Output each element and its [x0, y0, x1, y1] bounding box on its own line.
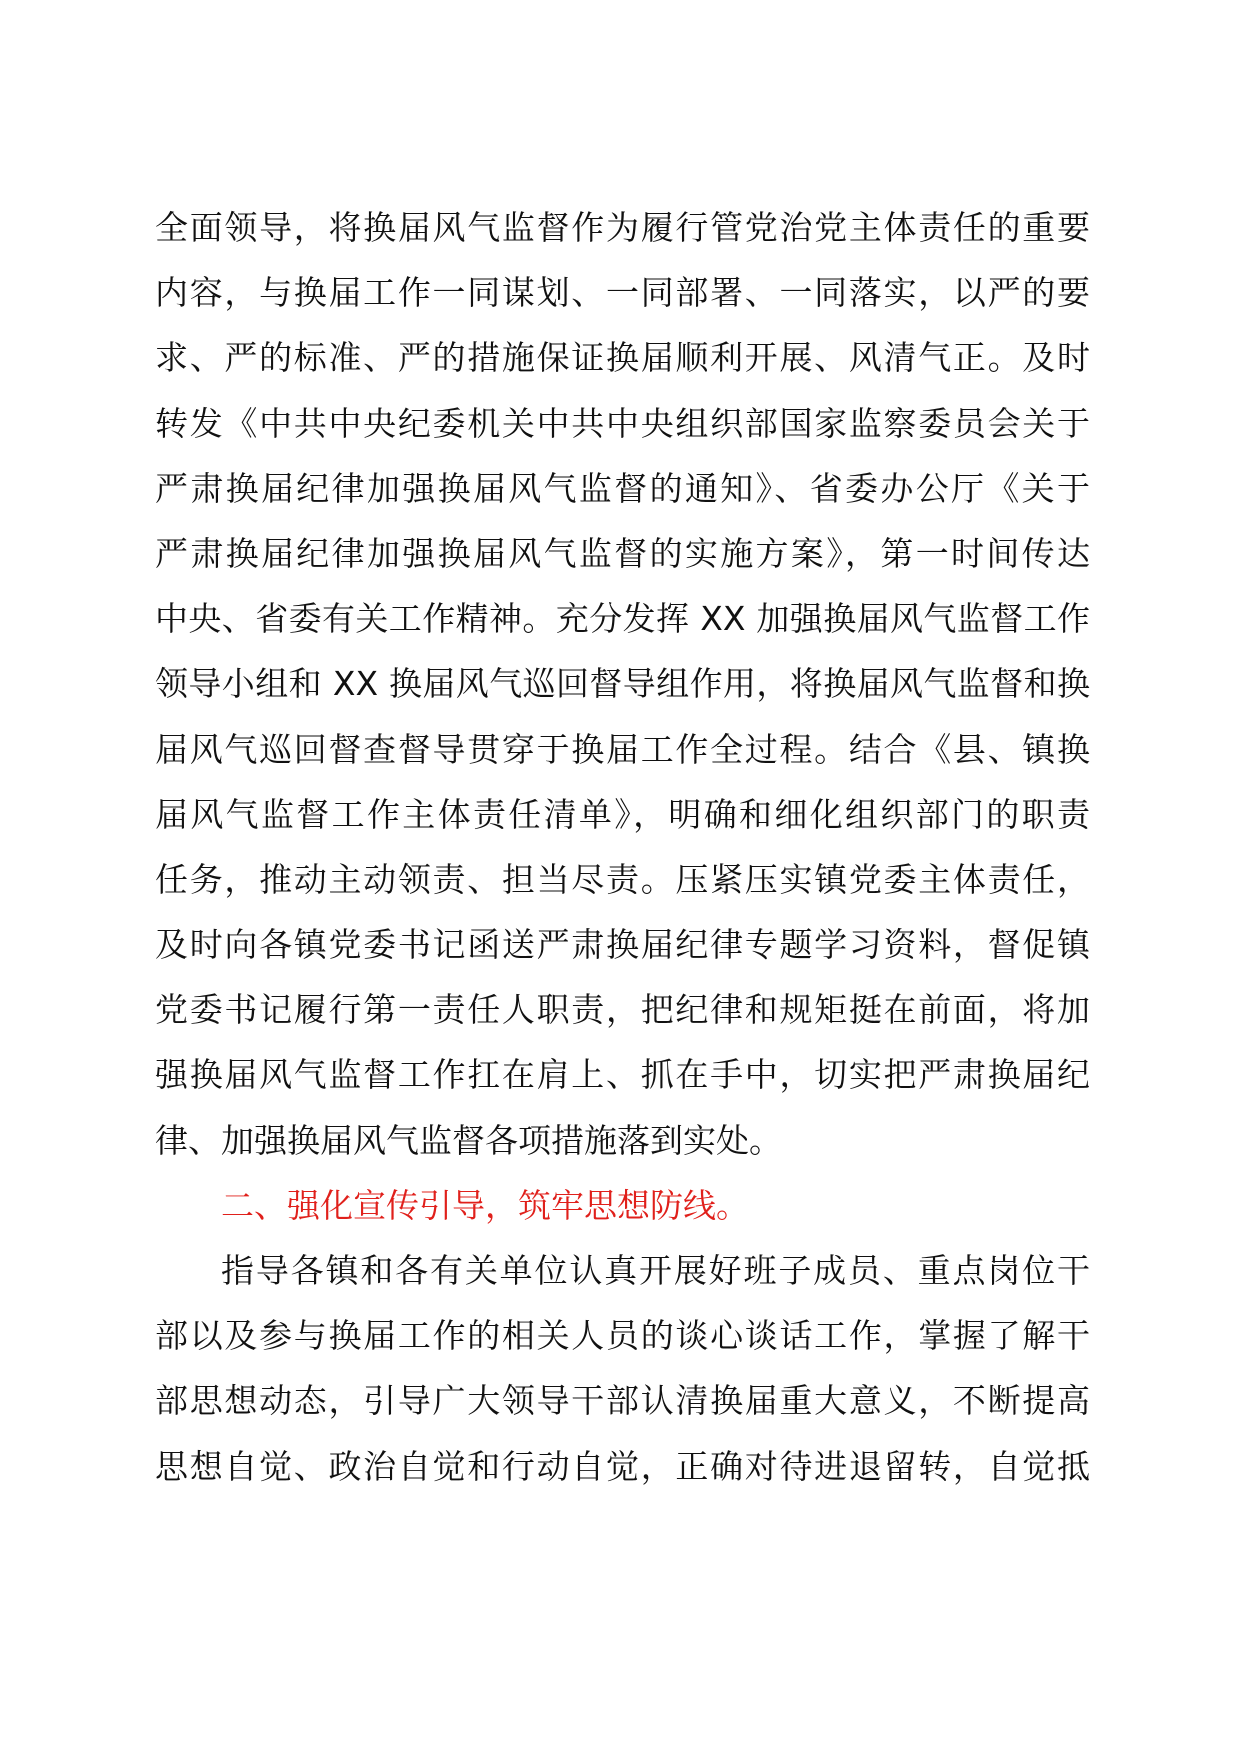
- paragraph-line: 指导各镇和各有关单位认真开展好班子成员、重点岗位干: [221, 1251, 1090, 1290]
- paragraph-line: 转发《中共中央纪委机关中共中央组织部国家监察委员会关于: [155, 403, 1090, 443]
- paragraph-line: 部以及参与换届工作的相关人员的谈心谈话工作，掌握了解干: [155, 1316, 1090, 1356]
- document-page: [155, 195, 1090, 1499]
- paragraph-line: 律、加强换届风气监督各项措施落到实处。: [155, 1120, 782, 1160]
- paragraph-line: 党委书记履行第一责任人职责，把纪律和规矩挺在前面，将加: [155, 990, 1090, 1030]
- paragraph-line: 届风气监督工作主体责任清单》，明确和细化组织部门的职责: [155, 794, 1090, 834]
- section-heading: 二、强化宣传引导，筑牢思想防线。: [221, 1185, 749, 1225]
- paragraph-line: 部思想动态，引导广大领导干部认清换届重大意义，不断提高: [155, 1381, 1090, 1421]
- paragraph-line: 全面领导，将换届风气监督作为履行管党治党主体责任的重要: [155, 208, 1090, 247]
- paragraph-line: 领导小组和 XX 换届风气巡回督导组作用，将换届风气监督和换: [155, 664, 1090, 704]
- paragraph-line: 及时向各镇党委书记函送严肃换届纪律专题学习资料，督促镇: [155, 925, 1090, 965]
- paragraph-line: 求、严的标准、严的措施保证换届顺利开展、风清气正。及时: [155, 338, 1090, 378]
- paragraph-line: 严肃换届纪律加强换届风气监督的通知》、省委办公厅《关于: [155, 468, 1090, 508]
- paragraph-line: 中央、省委有关工作精神。充分发挥 XX 加强换届风气监督工作: [155, 599, 1090, 639]
- paragraph-line: 强换届风气监督工作扛在肩上、抓在手中，切实把严肃换届纪: [155, 1055, 1090, 1095]
- paragraph-line: 内容，与换届工作一同谋划、一同部署、一同落实，以严的要: [155, 273, 1090, 313]
- paragraph-line: 思想自觉、政治自觉和行动自觉，正确对待进退留转，自觉抵: [155, 1446, 1090, 1486]
- paragraph-line: 严肃换届纪律加强换届风气监督的实施方案》，第一时间传达: [155, 533, 1090, 573]
- paragraph-line: 届风气巡回督查督导贯穿于换届工作全过程。结合《县、镇换: [155, 729, 1090, 769]
- paragraph-line: 任务，推动主动领责、担当尽责。压紧压实镇党委主体责任，: [155, 859, 1090, 899]
